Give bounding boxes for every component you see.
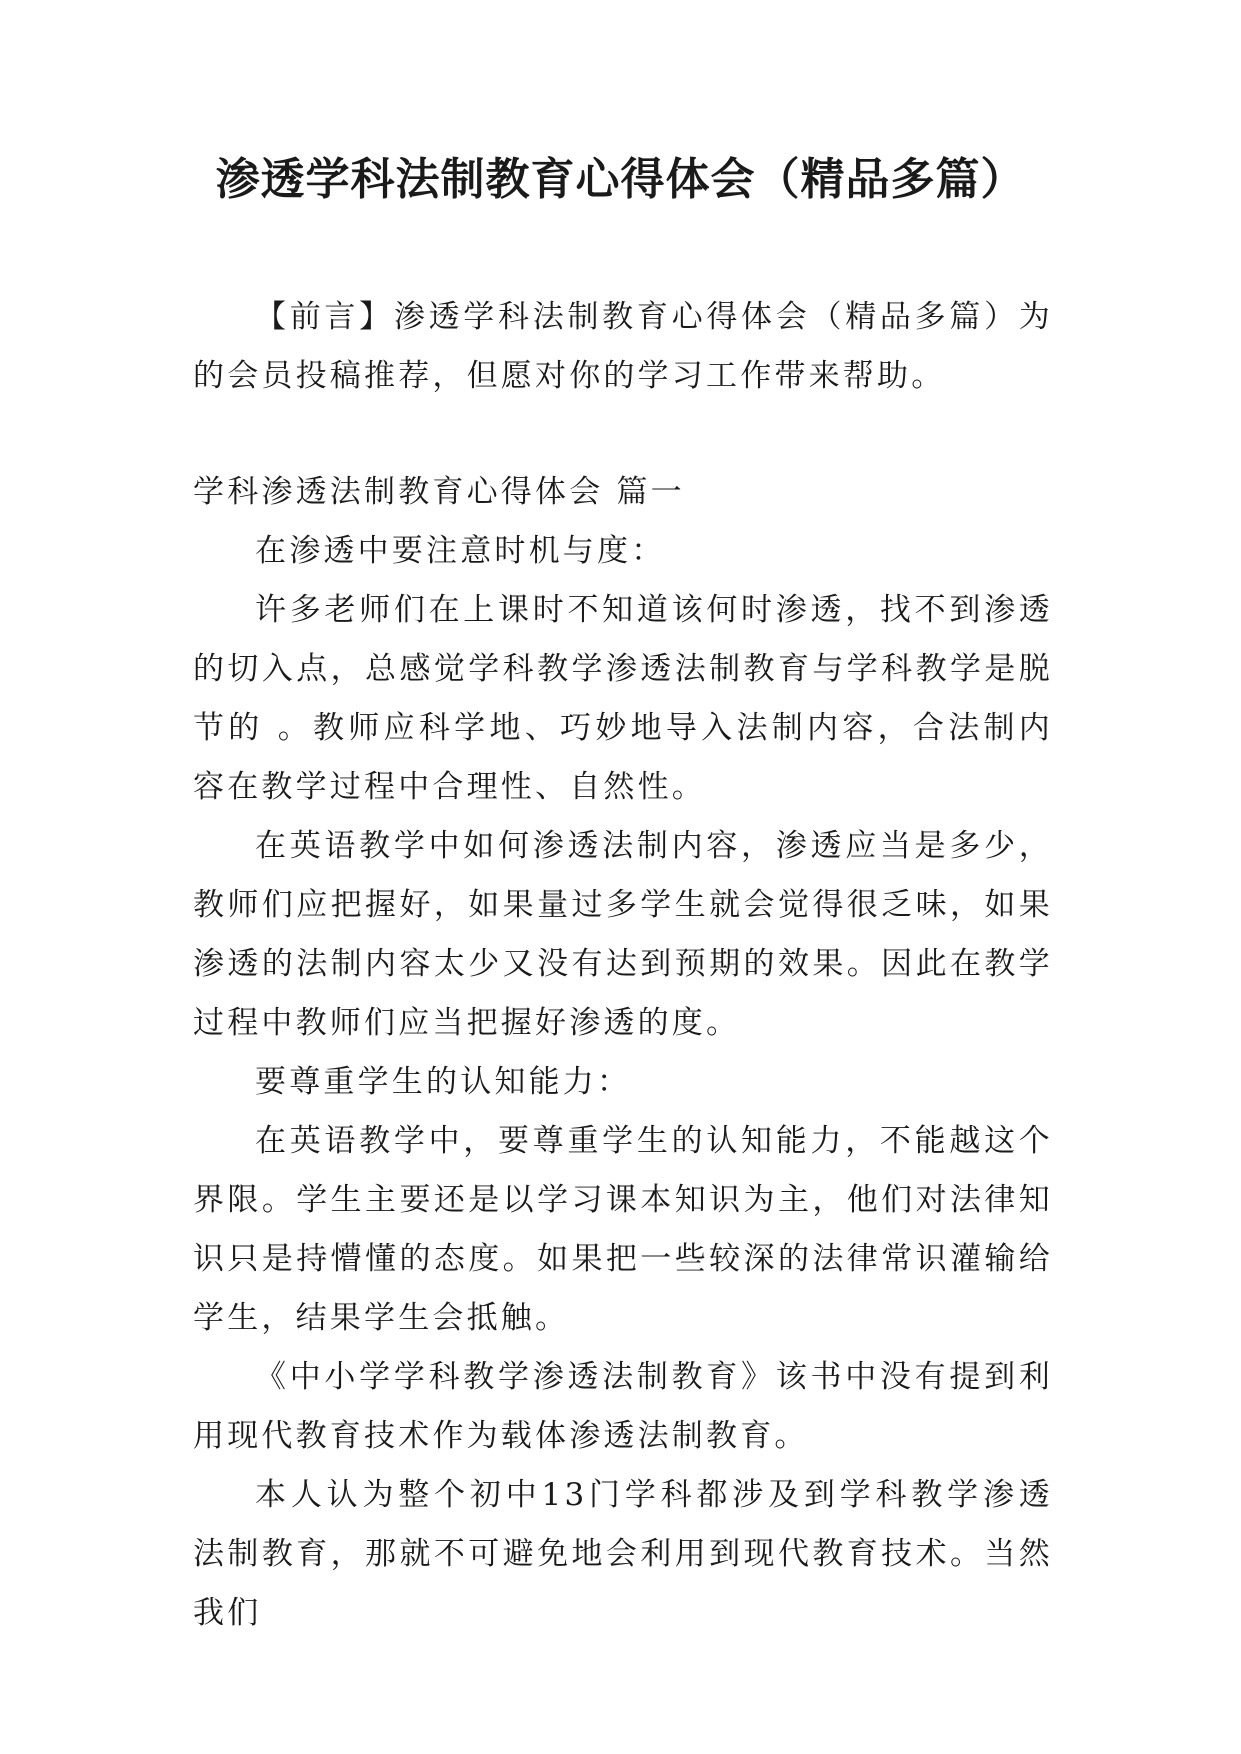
body-paragraph: 在英语教学中，要尊重学生的认知能力，不能越这个界限。学生主要还是以学习课本知识为主，他们对法律知识只是持懵懂的态度。如果把一些较深的法律常识灌输给学生，结果学生会抵触。 — [193, 1123, 1053, 1336]
document-title: 渗透学科法制教育心得体会（精品多篇） — [215, 154, 1026, 205]
body-paragraph: 许多老师们在上课时不知道该何时渗透，找不到渗透的切入点，总感觉学科教学渗透法制教育与学科教学是脱节的 。教师应科学地、巧妙地导入法制内容，合法制内容在教学过程中合理性、自然性。 — [193, 592, 1053, 805]
section-heading: 学科渗透法制教育心得体会 篇一 — [193, 474, 685, 510]
body-paragraph: 在渗透中要注意时机与度： — [255, 533, 666, 569]
document-body — [193, 288, 1053, 1643]
body-paragraph: 在英语教学中如何渗透法制内容，渗透应当是多少，教师们应把握好，如果量过多学生就会觉得很乏味，如果渗透的法制内容太少又没有达到预期的效果。因此在教学过程中教师们应当把握好渗透的度。 — [193, 828, 1053, 1041]
paragraph-spacer — [193, 406, 1053, 463]
body-paragraph: 本人认为整个初中13门学科都涉及到学科教学渗透法制教育，那就不可避免地会利用到现代教育技术。当然我们 — [193, 1477, 1053, 1631]
preface-paragraph: 【前言】渗透学科法制教育心得体会（精品多篇）为的会员投稿推荐，但愿对你的学习工作带来帮助。 — [193, 299, 1053, 394]
body-paragraph: 《中小学学科教学渗透法制教育》该书中没有提到利用现代教育技术作为载体渗透法制教育。 — [193, 1359, 1053, 1454]
body-paragraph: 要尊重学生的认知能力： — [255, 1064, 632, 1100]
